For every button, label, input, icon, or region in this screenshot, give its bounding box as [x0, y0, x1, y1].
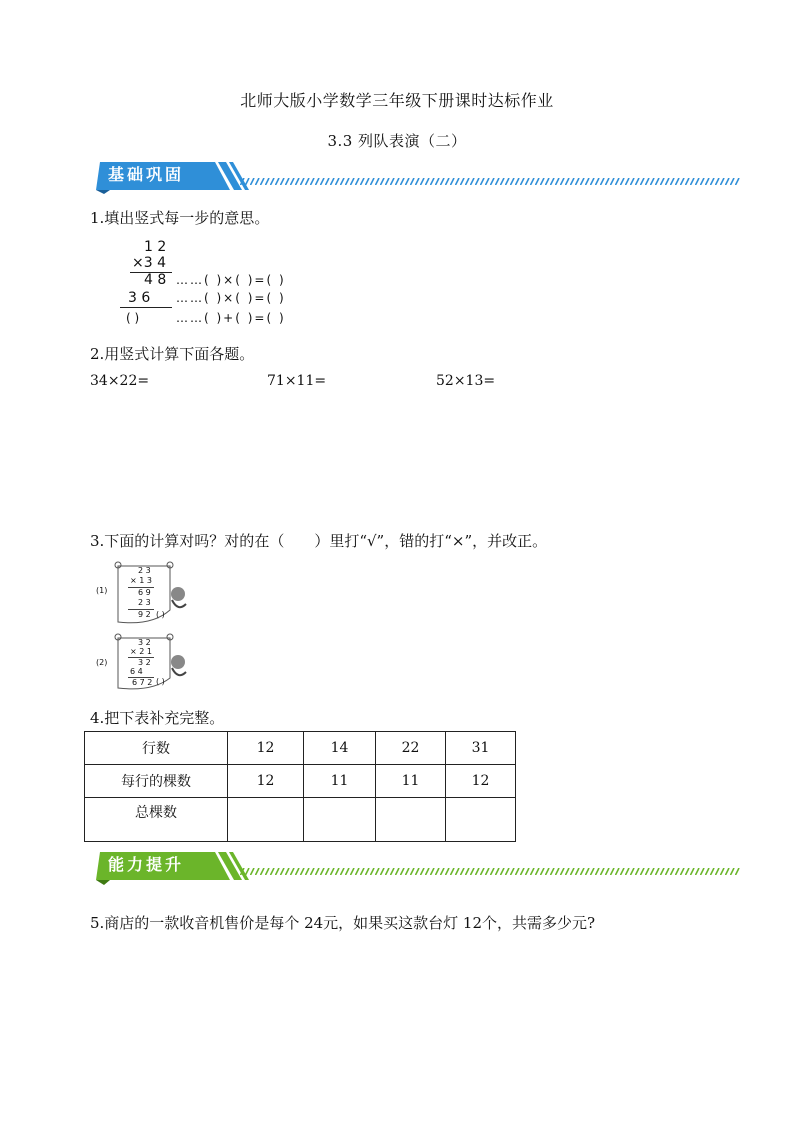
table-cell: 11	[304, 765, 376, 798]
card-number: (1)	[96, 586, 108, 595]
table-cell-blank[interactable]	[228, 798, 304, 842]
calc-card-2	[94, 632, 194, 694]
card-frame-icon	[112, 632, 194, 694]
calc-partial-2: 3 6	[128, 290, 151, 306]
calc-item: 52×13=	[436, 373, 496, 389]
calc-item: 71×11=	[267, 373, 327, 389]
hatch-divider-icon	[240, 178, 740, 185]
meaning-line-2: ……( )×( )=( )	[176, 291, 286, 305]
card-answer-blank: ( )	[156, 610, 165, 619]
card-number: (2)	[96, 658, 108, 667]
row-label: 行数	[85, 732, 228, 765]
card-answer-blank: ( )	[156, 677, 165, 686]
table-cell: 31	[446, 732, 516, 765]
calc-item: 34×22=	[90, 373, 150, 389]
card-line: 2 3	[138, 598, 151, 607]
card-line: 2 3	[138, 566, 151, 575]
question-2-prompt: 2.用竖式计算下面各题。	[90, 345, 255, 363]
table-cell: 14	[304, 732, 376, 765]
calc-total-blank: ( )	[126, 311, 140, 325]
question-3-prompt: 3.下面的计算对吗？对的在（ ）里打“√”，错的打“×”，并改正。	[90, 532, 548, 550]
section-title-basic: 基础巩固	[108, 165, 185, 184]
calc-line	[120, 307, 172, 308]
table-row	[85, 732, 516, 765]
table-cell-blank[interactable]	[304, 798, 376, 842]
question-4-prompt: 4.把下表补充完整。	[90, 709, 225, 727]
card-line: × 1 3	[130, 576, 152, 585]
calc-card-1	[94, 560, 194, 628]
table-cell-blank[interactable]	[446, 798, 516, 842]
table-cell: 12	[228, 732, 304, 765]
table-cell: 22	[376, 732, 446, 765]
fill-in-table	[84, 731, 516, 842]
page-subtitle: 3.3 列队表演（二）	[327, 132, 467, 150]
hatch-divider-icon	[240, 868, 740, 875]
calc-top-number: 1 2	[144, 239, 167, 255]
card-line: 3 2	[138, 638, 151, 647]
card-line: 6 4	[130, 667, 143, 676]
card-line: 9 2	[138, 610, 151, 619]
page-title: 北师大版小学数学三年级下册课时达标作业	[240, 91, 554, 110]
section-title-advanced: 能力提升	[108, 855, 185, 874]
section-banner-basic	[90, 160, 650, 194]
meaning-line-1: ……( )×( )=( )	[176, 273, 286, 287]
card-frame-icon	[112, 560, 194, 628]
table-cell-blank[interactable]	[376, 798, 446, 842]
table-cell: 11	[376, 765, 446, 798]
table-cell: 12	[446, 765, 516, 798]
section-banner-advanced	[90, 850, 650, 884]
table-row	[85, 798, 516, 842]
question-1-prompt: 1.填出竖式每一步的意思。	[90, 209, 270, 227]
card-line: 6 9	[138, 588, 151, 597]
calc-partial-1: 4 8	[144, 272, 167, 288]
card-line: × 2 1	[130, 647, 152, 656]
row-label: 每行的棵数	[85, 765, 228, 798]
table-cell: 12	[228, 765, 304, 798]
question-5-prompt: 5.商店的一款收音机售价是每个 24元，如果买这款台灯 12个，共需多少元?	[90, 914, 596, 932]
table-row	[85, 765, 516, 798]
card-line: 6 7 2	[132, 678, 153, 687]
row-label: 总棵数	[85, 798, 228, 842]
card-line: 3 2	[138, 658, 151, 667]
vertical-calc-block	[118, 236, 378, 328]
calc-multiplier: ×3 4	[132, 255, 166, 271]
meaning-line-3: ……( )+( )=( )	[176, 311, 286, 325]
